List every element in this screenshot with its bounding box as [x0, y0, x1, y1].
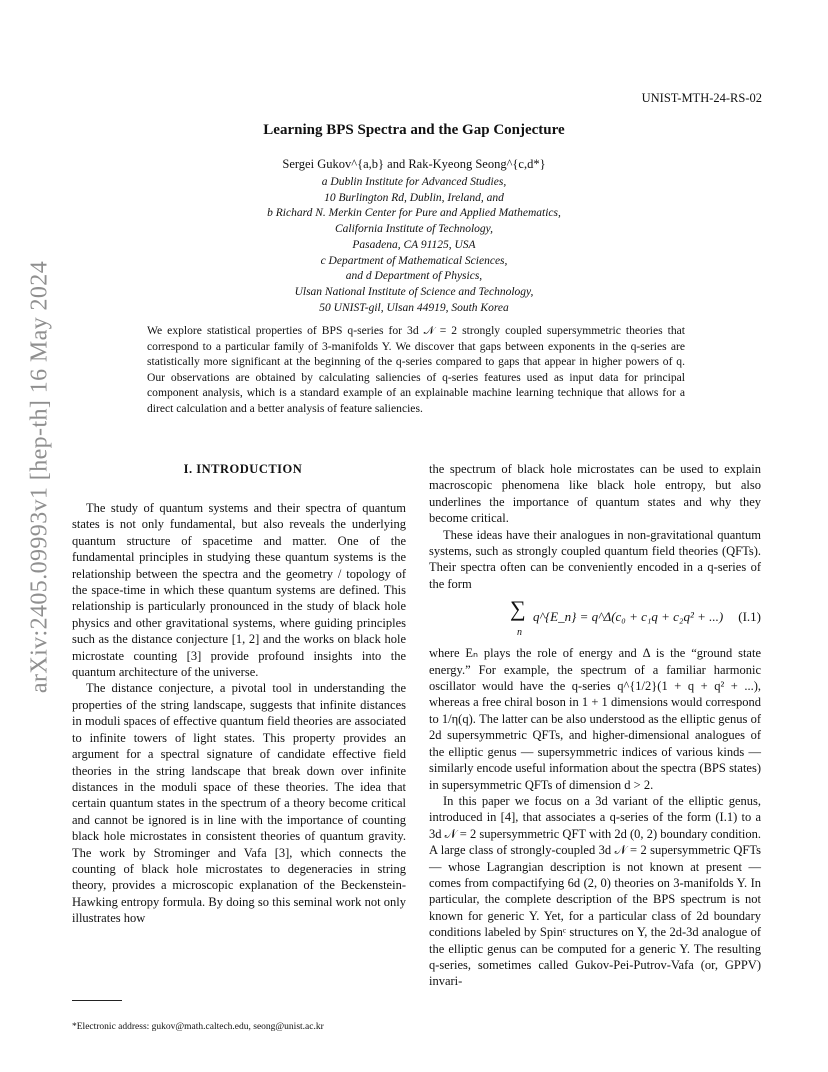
- paragraph: where Eₙ plays the role of energy and Δ is the “ground state energy.” For example, the spectrum of a familiar harmonic oscillator would have the q-series q^{1/2}(1 + q + q² + ...), whereas a free chiral boson in 1 + 1 dimensions would correspond to 1/η(q). The latter can be also understood as the elliptic genus of 2d supersymmetric QFTs, and higher-dimensional analogues of the elliptic genus — supersymmetric indices of various kinds — similarly encode useful information about the spectra (BPS states) in supersymmetric QFTs of dimension d > 2.: [429, 646, 761, 792]
- authors-line: Sergei Gukov^{a,b} and Rak-Kyeong Seong^{c,d*}: [282, 157, 546, 171]
- affiliation-line: 10 Burlington Rd, Dublin, Ireland, and: [324, 191, 504, 204]
- affiliation-line: 50 UNIST-gil, Ulsan 44919, South Korea: [319, 301, 509, 314]
- equation-expression: q^{E_n} = q^Δ(c₀ + c₁q + c₂q² + ...): [533, 609, 724, 625]
- abstract: We explore statistical properties of BPS q-series for 3d 𝒩 = 2 strongly coupled supersymmetric theories that correspond to a particular family of 3-manifolds Y. We discover that gaps between exponents in the q-series are statistically more significant at the beginning of the q-series compared to gaps that appear in higher powers of q. Our observations are obtained by calculating saliencies of q-series features used as input data for principal component analysis, which is a standard example of an explainable machine learning technique that allows for a direct calculation and a better analysis of feature saliencies.: [147, 324, 685, 415]
- affiliation-line: a Dublin Institute for Advanced Studies,: [321, 176, 507, 188]
- paper-title: Learning BPS Spectra and the Gap Conjecture: [263, 122, 565, 138]
- arxiv-stamp: arXiv:2405.09993v1 [hep-th] 16 May 2024: [26, 260, 53, 694]
- paragraph: The study of quantum systems and their spectra of quantum states is not only fundamental, but also reveals the underlying quantum structure of spacetime and matter. One of the fundamental principles in studying these quantum systems is the relationship between the spectra and the geometry / topology of the space-time in which these quantum systems are defined. This relationship is particularly pronounced in the study of black hole physics and other gravitational systems, where guiding principles such as the distance conjecture [1, 2] and the works on black hole microstate counting [3] provide profound insights into the quantum architecture of the universe.: [72, 501, 406, 680]
- affiliation-line: Pasadena, CA 91125, USA: [352, 238, 476, 251]
- affiliations: [0, 175, 828, 316]
- author-list: [0, 157, 828, 172]
- affiliation-line: California Institute of Technology,: [334, 223, 494, 236]
- paragraph: The distance conjecture, a pivotal tool in understanding the properties of the string landscape, suggests that infinite distances in moduli spaces of effective quantum field theories are associated to infinite towers of light states. This property provides an argument for a spectral signature of candidate effective field theories in the string landscape that break down over infinite distances in the moduli space of these theories. The idea that certain quantum states in the spectrum of a theory become critical and cannot be ignored is in line with the importance of counting black hole microstates in consistent theories of quantum gravity. The work by Strominger and Vafa [3], which connects the counting of black hole microstates to degeneracies in string theory, provides a microscopic explanation of the Beckenstein-Hawking entropy formula. By doing so this seminal work not only illustrates how: [72, 681, 406, 926]
- affiliation-line: c Department of Mathematical Sciences,: [320, 254, 508, 267]
- affiliation-line: and d Department of Physics,: [345, 270, 483, 283]
- sum-index: n: [517, 627, 522, 639]
- equation-number: (I.1): [738, 609, 761, 625]
- affiliation-line: Ulsan National Institute of Science and Technology,: [294, 285, 534, 298]
- footnote-rule: [72, 1000, 122, 1001]
- report-number: UNIST-MTH-24-RS-02: [641, 91, 762, 105]
- equation-i1: [429, 597, 761, 637]
- affiliation-line: b Richard N. Merkin Center for Pure and Applied Mathematics,: [267, 207, 561, 220]
- right-column: [429, 461, 761, 990]
- paragraph: These ideas have their analogues in non-gravitational quantum systems, such as strongly coupled quantum field theories (QFTs). Their spectra often can be conveniently encoded in a q-series of the form: [429, 527, 761, 591]
- paragraph: In this paper we focus on a 3d variant of the elliptic genus, introduced in [4], that associates a q-series of the form (I.1) to a 3d 𝒩 = 2 supersymmetric QFT with 2d (0, 2) boundary condition. A large class of strongly-coupled 3d 𝒩 = 2 supersymmetric QFTs — whose Lagrangian description is not known at present — comes from compactifying 6d (2, 0) theories on 3-manifolds Y. In particular, the complete description of the BPS spectrum is not known for generic Y. Yet, for a particular class of 2d boundary conditions labeled by Spinᶜ structures on Y, the 2d-3d analogue of the elliptic genus can be computed for a generic Y. The resulting q-series, sometimes called Gukov-Pei-Putrov-Vafa (or, GPPV) invari-: [429, 793, 761, 989]
- footnote: *Electronic address: gukov@math.caltech.edu, seong@unist.ac.kr: [72, 1022, 324, 1032]
- section-heading: I. INTRODUCTION: [183, 462, 303, 476]
- sum-symbol: ∑: [510, 596, 526, 622]
- left-column: [72, 500, 406, 927]
- paragraph: the spectrum of black hole microstates can be used to explain macroscopic phenomena like black hole entropy, but also underlines the importance of quantum states and why they become critical.: [429, 462, 761, 526]
